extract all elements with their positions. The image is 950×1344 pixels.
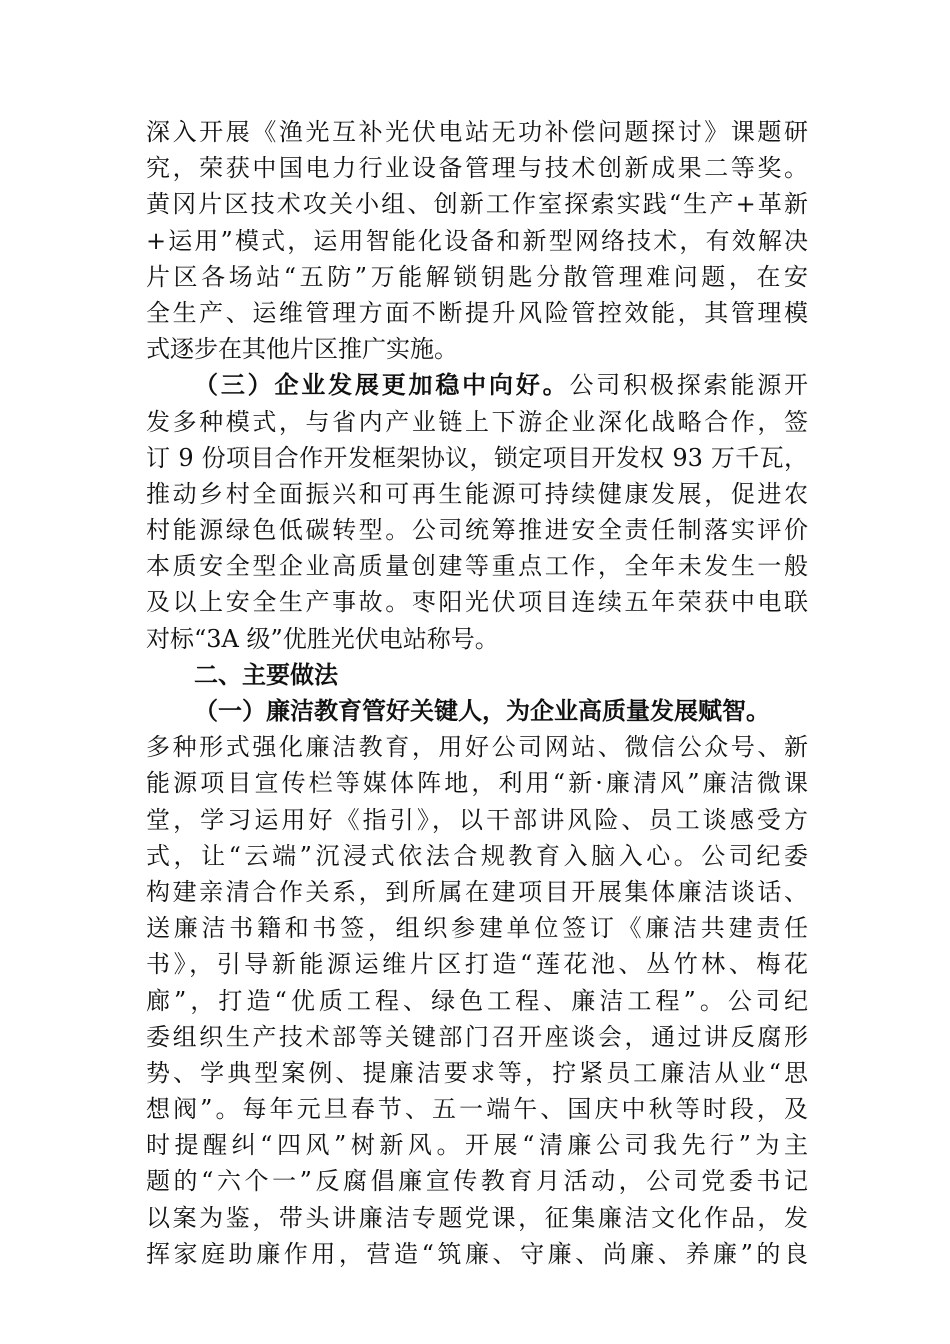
text-line: 势、学典型案例、提廉洁要求等，拧紧员工廉洁从业“思 [146,1058,808,1087]
text-line: 以案为鉴，带头讲廉洁专题党课，征集廉洁文化作品，发 [146,1203,808,1232]
text-line: 委组织生产技术部等关键部门召开座谈会，通过讲反腐形 [146,1022,808,1051]
paragraph-three-first-line [146,367,808,403]
text-line: 及以上安全生产事故。枣阳光伏项目连续五年荣获中电联 [146,588,808,617]
text-line: 廊”，打造“优质工程、绿色工程、廉洁工程”。公司纪 [146,986,808,1015]
text-line: 推动乡村全面振兴和可再生能源可持续健康发展，促进农 [146,479,808,508]
section-subheading: （三）企业发展更加稳中向好。 [194,370,570,400]
text-line: 挥家庭助廉作用，营造“筑廉、守廉、尚廉、养廉”的良 [146,1239,808,1268]
text-line: 送廉洁书籍和书签，组织参建单位签订《廉洁共建责任 [146,914,808,943]
text-line: 发多种模式，与省内产业链上下游企业深化战略合作，签 [146,407,808,436]
text-line: 深入开展《渔光互补光伏电站无功补偿问题探讨》课题研 [146,118,808,146]
body-text [146,114,808,1272]
text-line: 想阀”。每年元旦春节、五一端午、国庆中秋等时段，及 [146,1095,808,1124]
text-line: 本质安全型企业高质量创建等重点工作，全年未发生一般 [146,552,808,581]
text-line: 书》，引导新能源运维片区打造“莲花池、丛竹林、梅花 [146,950,808,979]
text-line: 对标“3A 级”优胜光伏电站称号。 [146,624,499,653]
text-line: 堂，学习运用好《指引》，以干部讲风险、员工谈感受方 [146,805,808,834]
text-line: 式逐步在其他片区推广实施。 [146,335,458,364]
section-heading: 二、主要做法 [194,660,338,689]
section-subheading: （一）廉洁教育管好关键人，为企业高质量发展赋智。 [194,696,770,725]
text-line: 黄冈片区技术攻关小组、创新工作室探索实践“生产+革新 [146,190,808,219]
text-line: 订 9 份项目合作开发框架协议，锁定项目开发权 93 万千瓦， [146,443,808,472]
text-line: 多种形式强化廉洁教育，用好公司网站、微信公众号、新 [146,733,808,762]
text-run: 公司积极探索能源开 [569,371,809,400]
text-line: 片区各场站“五防”万能解锁钥匙分散管理难问题，在安 [146,262,808,291]
text-line: 时提醒纠“四风”树新风。开展“清廉公司我先行”为主 [146,1131,808,1160]
text-line: 题的“六个一”反腐倡廉宣传教育月活动，公司党委书记 [146,1167,808,1196]
text-line: 全生产、运维管理方面不断提升风险管控效能，其管理模 [146,298,808,327]
text-line: 究，荣获中国电力行业设备管理与技术创新成果二等奖。 [146,154,808,183]
text-line: 村能源绿色低碳转型。公司统筹推进安全责任制落实评价 [146,516,808,545]
paragraph-four-first-line [146,693,808,729]
text-line: 能源项目宣传栏等媒体阵地，利用“新·廉清风”廉洁微课 [146,769,808,798]
text-line: 构建亲清合作关系，到所属在建项目开展集体廉洁谈话、 [146,877,808,906]
text-line: 式，让“云端”沉浸式依法合规教育入脑入心。公司纪委 [146,841,808,870]
text-line: +运用”模式，运用智能化设备和新型网络技术，有效解决 [146,226,808,255]
